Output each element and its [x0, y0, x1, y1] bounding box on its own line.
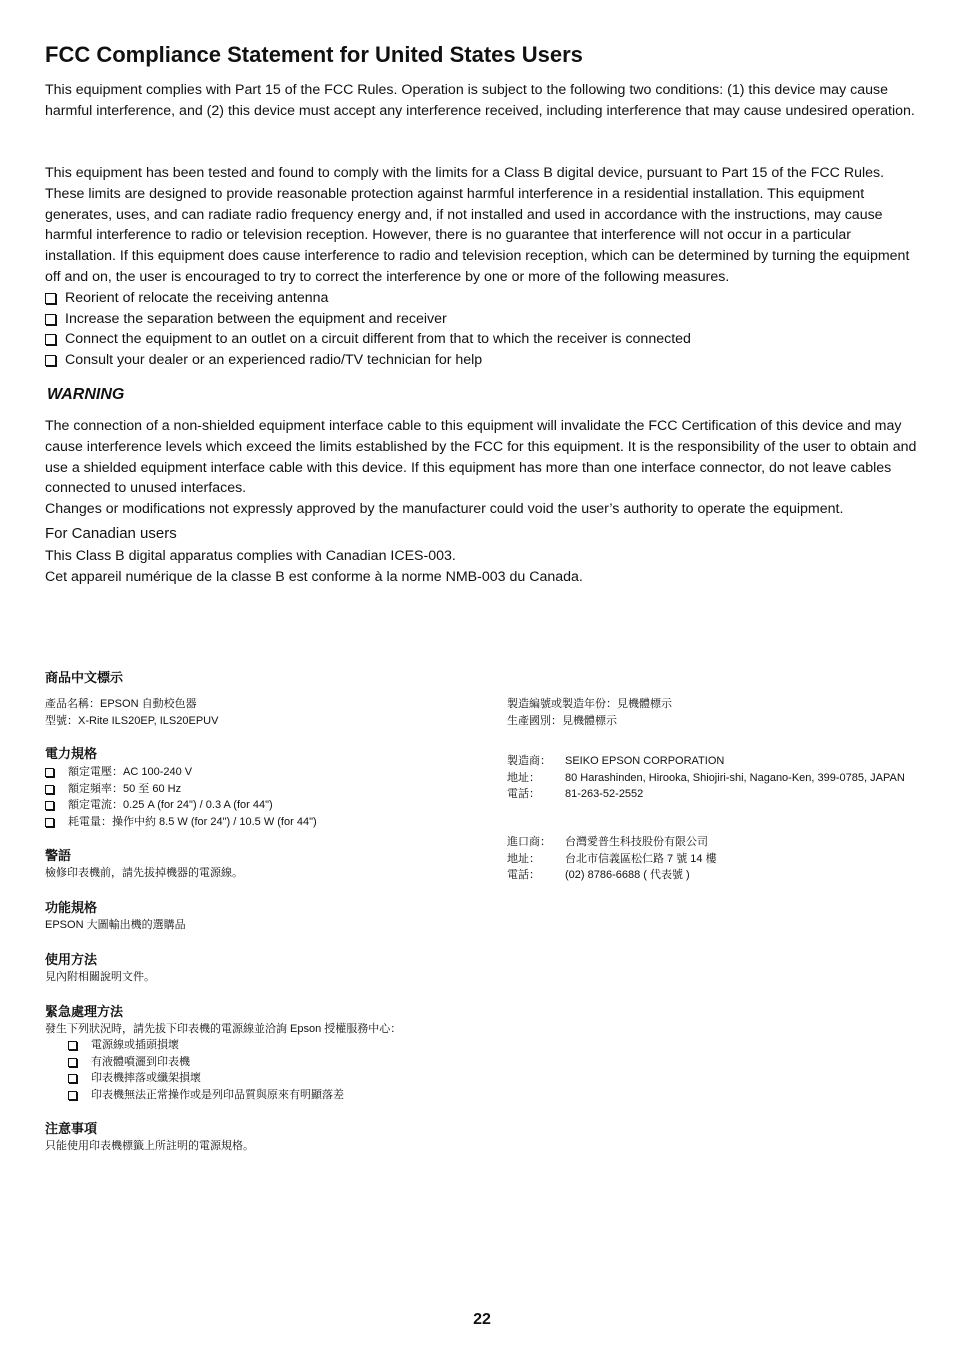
page-number: 22	[473, 1311, 491, 1328]
list-item: Reorient of relocate the receiving antenna	[45, 288, 917, 309]
zh-power-heading: 電力規格	[45, 746, 98, 761]
checkbox-bullet-icon	[45, 293, 56, 304]
zh-func-text: EPSON 大圖輸出機的選購品	[45, 919, 186, 931]
list-item: 額定電壓：AC 100-240 V	[45, 764, 317, 781]
page-title: FCC Compliance Statement for United States Users	[45, 42, 583, 67]
canada-heading: For Canadian users	[45, 525, 177, 542]
zh-product-info: 產品名稱：EPSON 自動校色器 型號：X-Rite ILS20EP, ILS20EPUV	[45, 698, 219, 727]
checkbox-bullet-icon	[68, 1058, 77, 1067]
zh-heading: 商品中文標示	[45, 670, 124, 685]
fcc-paragraph-1: This equipment complies with Part 15 of the FCC Rules. Operation is subject to the following two conditions: (1) this device may cause harmful interference, and (2) this device must accept any interference received, including interference that may cause undesired operation.	[45, 82, 915, 119]
list-item: 印表機無法正常操作或是列印品質與原來有明顯落差	[68, 1087, 344, 1104]
zh-warn-text: 檢修印表機前，請先拔掉機器的電源線。	[45, 867, 243, 879]
checkbox-bullet-icon	[45, 768, 54, 777]
checkbox-bullet-icon	[45, 801, 54, 810]
zh-note-text: 只能使用印表機標籤上所註明的電源規格。	[45, 1140, 254, 1152]
zh-power-list	[45, 764, 317, 830]
zh-manufacturer-info: 製造商： SEIKO EPSON CORPORATION 地址： 80 Harashinden, Hirooka, Shiojiri-shi, Nagano-Ken, 399-0785, JAPAN 電話： 81-263-52-2552	[507, 755, 905, 800]
list-item: 印表機摔落或纖架損壞	[68, 1070, 344, 1087]
checkbox-bullet-icon	[45, 785, 54, 794]
list-item: 電源線或插頭損壞	[68, 1037, 344, 1054]
zh-note-heading: 注意事項	[45, 1121, 98, 1136]
zh-func-heading: 功能規格	[45, 900, 98, 915]
zh-emerg-text: 發生下列狀況時，請先拔下印表機的電源線並洽詢 Epson 授權服務中心：	[45, 1023, 402, 1035]
checkbox-bullet-icon	[45, 314, 56, 325]
zh-emerg-heading: 緊急處理方法	[45, 1004, 124, 1019]
checkbox-bullet-icon	[68, 1041, 77, 1050]
checkbox-bullet-icon	[68, 1074, 77, 1083]
list-item: Consult your dealer or an experienced radio/TV technician for help	[45, 350, 917, 371]
zh-emerg-list	[68, 1037, 344, 1103]
list-item: 額定電流：0.25 A (for 24") / 0.3 A (for 44")	[45, 797, 317, 814]
zh-serial-origin: 製造編號或製造年份：見機體標示 生產國別：見機體標示	[507, 698, 672, 727]
warning-text: The connection of a non-shielded equipment interface cable to this equipment will invalidate the FCC Certification of this device and may cause interference levels which exceed the limits established by the FCC for this equipment. It is the responsibility of the user to obtain and use a shielded equipment interface cable with this device. If this equipment has more than one interface connector, do not leave cables connected to unused interfaces. Changes or modifications not expressly approved by the manufacturer could void the user’s authority to operate the equipment.	[45, 418, 917, 518]
list-item: 耗電量：操作中約 8.5 W (for 24") / 10.5 W (for 44")	[45, 814, 317, 831]
warning-heading: WARNING	[47, 386, 125, 403]
list-item: 額定頻率：50 至 60 Hz	[45, 781, 317, 798]
checkbox-bullet-icon	[45, 355, 56, 366]
zh-usage-heading: 使用方法	[45, 952, 98, 967]
zh-warn-heading: 警語	[45, 848, 72, 863]
zh-importer-info: 進口商： 台灣愛普生科技股份有限公司 地址： 台北市信義區松仁路 7 號 14 樓 電話： (02) 8786-6688 ( 代表號 )	[507, 836, 717, 881]
fcc-paragraph-2: This equipment has been tested and found to comply with the limits for a Class B digital device, pursuant to Part 15 of the FCC Rules. These limits are designed to provide reasonable protection against harmful interference in a residential installation. This equipment generates, uses, and can radiate radio frequency energy and, if not installed and used in accordance with the instructions, may cause harmful interference to radio or television reception. However, there is no guarantee that interference will not occur in a particular installation. If this equipment does cause interference to radio and television reception, which can be determined by turning the equipment off and on, the user is encouraged to try to correct the interference by one or more of the following measures. Reorient of relocate the receiving antenna Increase the separation between the equipment and receiver Connect the equipment to an outlet on a circuit different from that to which the receiver is connected Consult your dealer or an experienced radio/TV technician for help	[45, 163, 917, 371]
checkbox-bullet-icon	[45, 818, 54, 827]
checkbox-bullet-icon	[45, 334, 56, 345]
list-item: 有液體噴灑到印表機	[68, 1054, 344, 1071]
canada-text: This Class B digital apparatus complies with Canadian ICES-003. Cet appareil numérique de la classe B est conforme à la norme NMB-003 du Canada.	[45, 548, 583, 585]
list-item: Increase the separation between the equipment and receiver	[45, 309, 917, 330]
list-item: Connect the equipment to an outlet on a circuit different from that to which the receiver is connected	[45, 329, 917, 350]
zh-usage-text: 見內附相關說明文件。	[45, 971, 155, 983]
checkbox-bullet-icon	[68, 1091, 77, 1100]
